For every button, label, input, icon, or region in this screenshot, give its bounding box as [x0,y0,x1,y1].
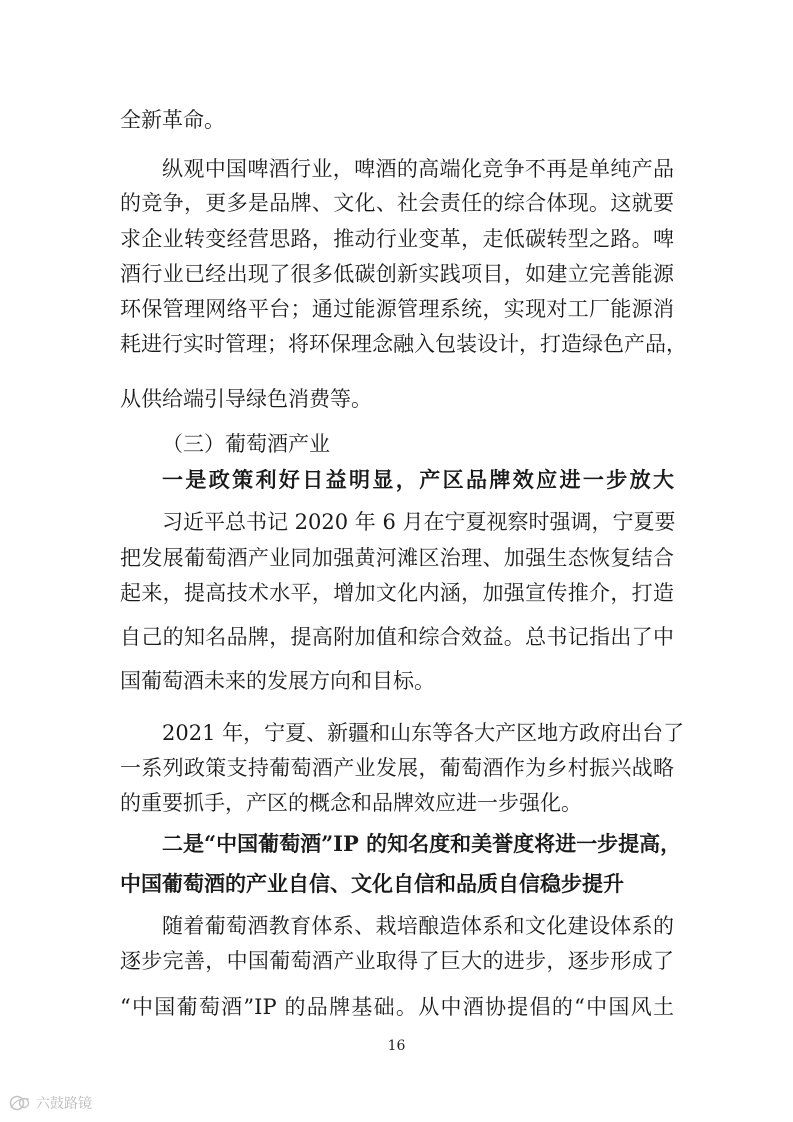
paragraph-line: 自己的知名品牌，提高附加值和综合效益。总书记指出了中 [120,625,674,649]
paragraph-line: 环保管理网络平台；通过能源管理系统，实现对工厂能源消 [120,297,674,321]
paragraph-line: 酒行业已经出现了很多低碳创新实践项目，如建立完善能源 [120,262,674,286]
section-heading: （三）葡萄酒产业 [162,432,330,456]
paragraph-line: 把发展葡萄酒产业同加强黄河滩区治理、加强生态恢复结合 [120,546,674,570]
paragraph-line: 国葡萄酒未来的发展方向和目标。 [120,669,435,693]
paragraph-line: 耗进行实时管理；将环保理念融入包装设计，打造绿色产品， [120,332,687,356]
paragraph-line: 的重要抓手，产区的概念和品牌效应进一步强化。 [120,791,582,815]
page-number: 16 [387,1038,406,1054]
watermark-logo-icon [8,1093,32,1113]
subsection-heading: 一是政策利好日益明显，产区品牌效应进一步放大 [162,467,674,492]
paragraph-line: 一系列政策支持葡萄酒产业发展，葡萄酒作为乡村振兴战略 [120,756,674,780]
paragraph-line: 随着葡萄酒教育体系、栽培酿造体系和文化建设体系的 [162,914,674,938]
watermark-text: 六鼓路镜 [36,1096,92,1112]
paragraph-line: 起来，提高技术水平，增加文化内涵，加强宣传推介，打造 [120,581,674,605]
paragraph-line: 全新革命。 [120,108,225,132]
subsection-heading: 二是“中国葡萄酒”IP 的知名度和美誉度将进一步提高， [162,831,682,856]
paragraph-line: 2021 年，宁夏、新疆和山东等各大产区地方政府出台了 [162,721,685,745]
paragraph-line: 逐步完善，中国葡萄酒产业取得了巨大的进步，逐步形成了 [120,949,674,973]
paragraph-line: 习近平总书记 2020 年 6 月在宁夏视察时强调，宁夏要 [162,510,676,534]
paragraph-line: 的竞争，更多是品牌、文化、社会责任的综合体现。这就要 [120,191,674,215]
paragraph-line: 从供给端引导绿色消费等。 [120,387,372,411]
subsection-heading: 中国葡萄酒的产业自信、文化自信和品质自信稳步提升 [120,871,624,896]
paragraph-line: “中国葡萄酒”IP 的品牌基础。从中酒协提倡的“中国风土 [120,995,674,1019]
paragraph-line: 纵观中国啤酒行业，啤酒的高端化竞争不再是单纯产品 [162,157,674,181]
watermark [8,1093,92,1113]
paragraph-line: 求企业转变经营思路，推动行业变革，走低碳转型之路。啤 [120,227,674,251]
